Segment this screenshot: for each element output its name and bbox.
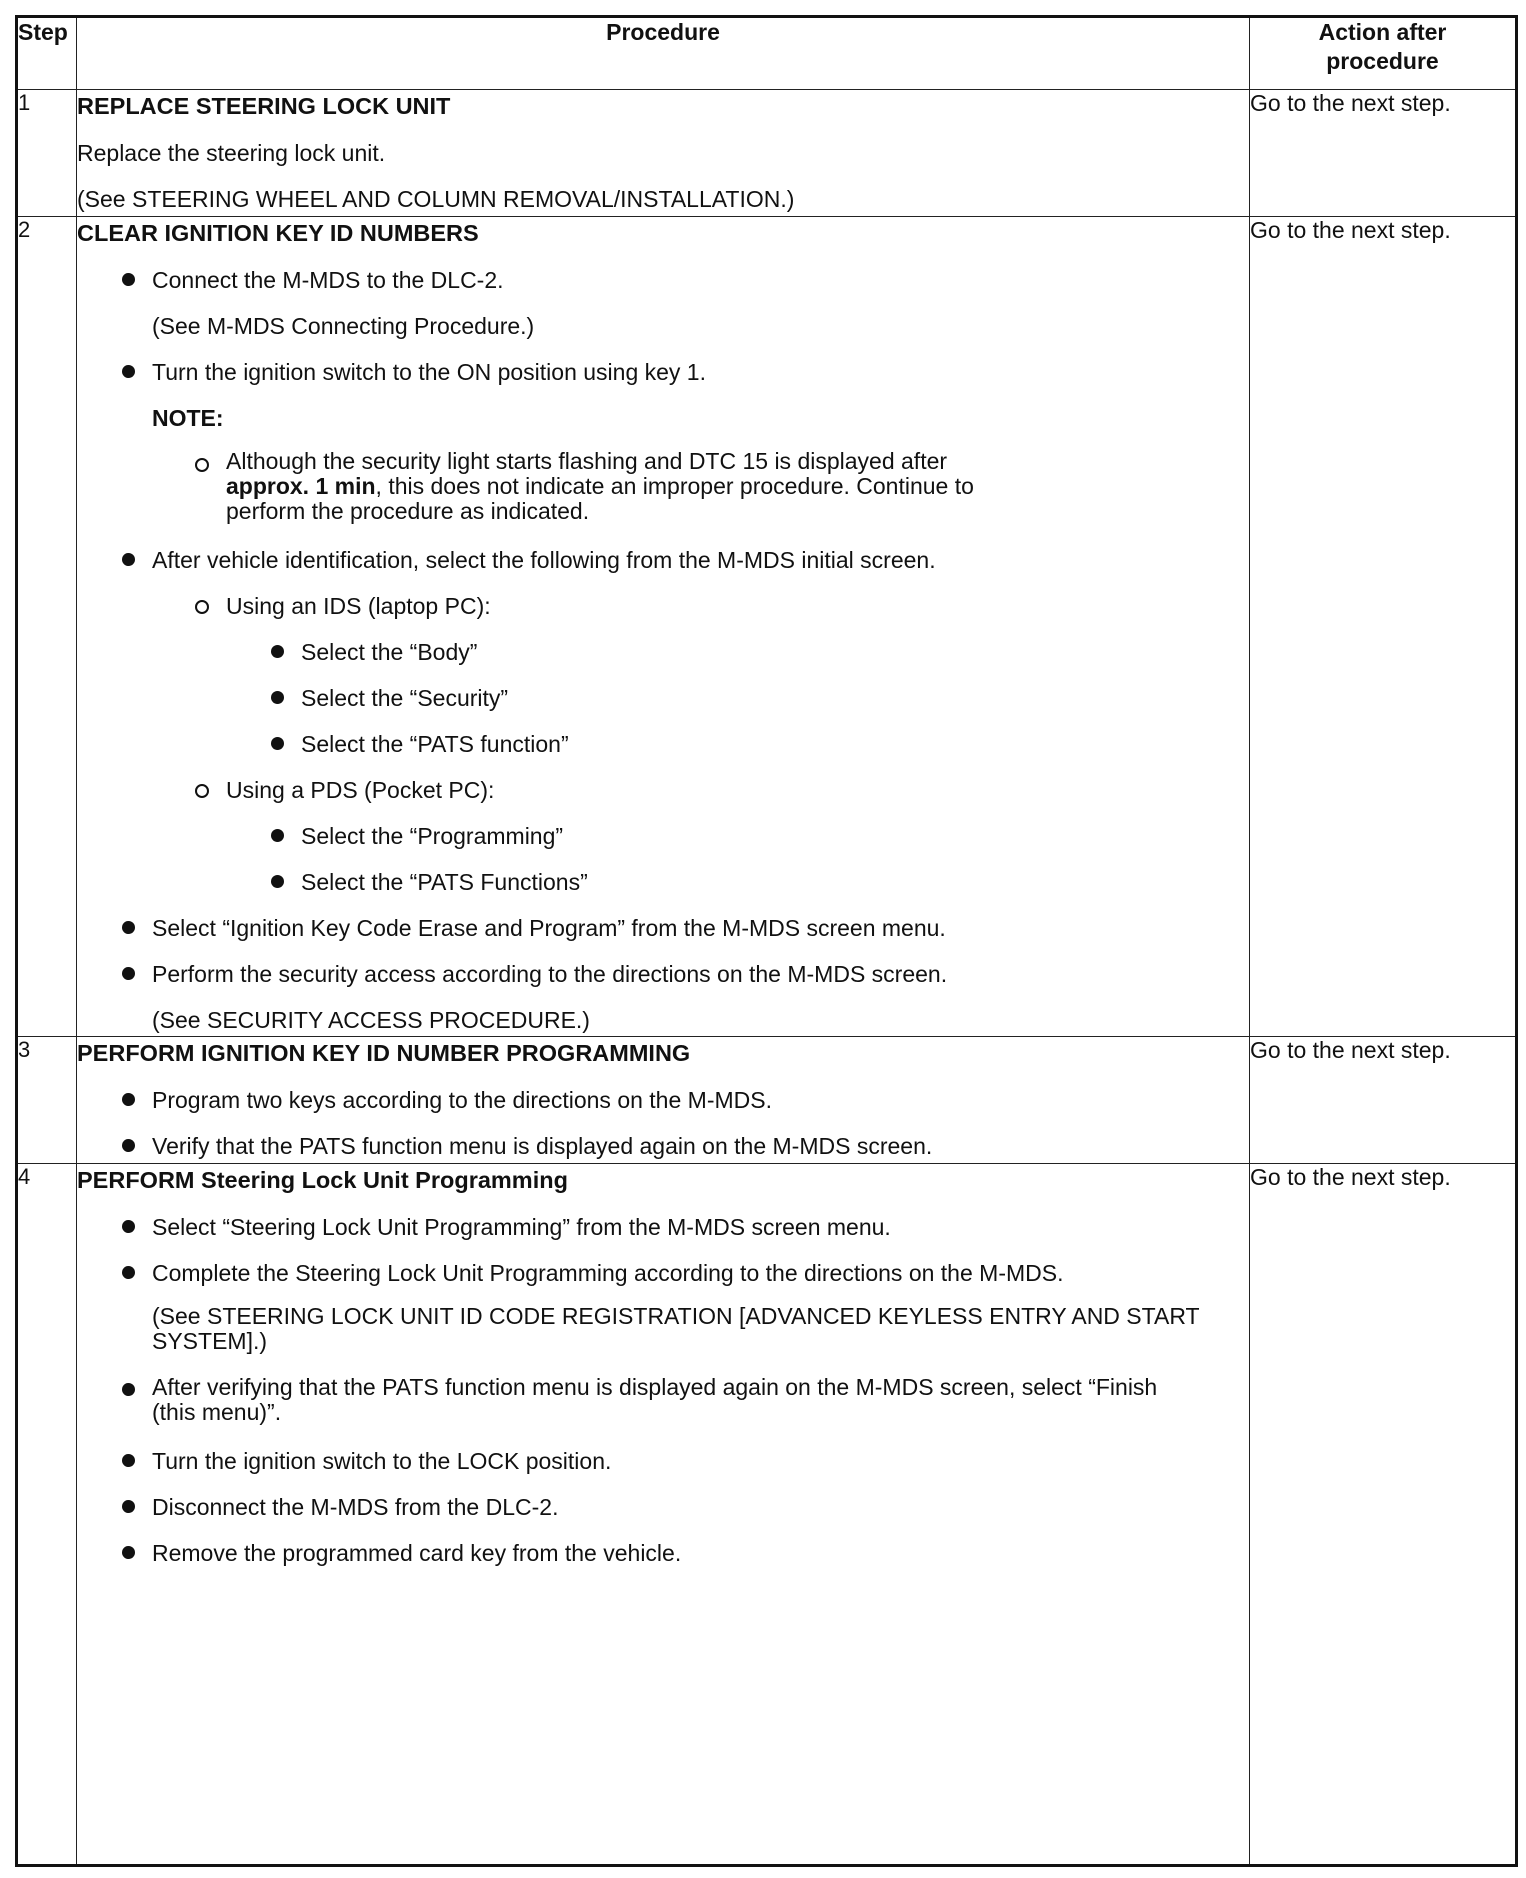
header-action	[1250, 17, 1517, 90]
list-item: Using a PDS (Pocket PC):	[226, 775, 1249, 805]
bullet-icon	[122, 365, 135, 378]
list-item: Perform the security access according to the directions on the M-MDS screen.	[152, 959, 1249, 989]
bullet-icon	[122, 273, 135, 286]
bullet-icon	[271, 645, 284, 658]
bullet-icon	[122, 1266, 135, 1279]
bullet-icon	[122, 1093, 135, 1106]
instruction-text: Replace the steering lock unit.	[77, 140, 386, 166]
list-item: Verify that the PATS function menu is displayed again on the M-MDS screen.	[152, 1131, 1249, 1161]
table-row	[17, 90, 1517, 217]
step-number: 1	[17, 90, 77, 217]
reference-text: (See M-MDS Connecting Procedure.)	[152, 313, 535, 339]
procedure-cell	[77, 1164, 1250, 1866]
action-cell: Go to the next step.	[1250, 217, 1517, 1037]
list-item: Connect the M-MDS to the DLC-2.	[152, 265, 1249, 295]
step-title: REPLACE STEERING LOCK UNIT	[77, 93, 451, 119]
procedure-table	[15, 15, 1518, 1867]
bullet-icon	[122, 1383, 135, 1396]
header-procedure: Procedure	[77, 17, 1250, 90]
list-item: After verifying that the PATS function menu is displayed again on the M-MDS screen, select “Finish (this menu)”.	[152, 1375, 1182, 1425]
procedure-cell	[77, 90, 1250, 217]
bullet-icon	[122, 1220, 135, 1233]
list-item: Turn the ignition switch to the LOCK position.	[152, 1446, 1249, 1476]
header-action-line2: procedure	[1326, 48, 1439, 74]
step-title: CLEAR IGNITION KEY ID NUMBERS	[77, 220, 479, 246]
list-item: Select the “Body”	[301, 637, 1249, 667]
list-item: Program two keys according to the directions on the M-MDS.	[152, 1085, 1249, 1115]
list-item: Using an IDS (laptop PC):	[226, 591, 1249, 621]
header-row	[17, 17, 1517, 90]
procedure-cell	[77, 217, 1250, 1037]
bullet-icon	[122, 921, 135, 934]
hollow-bullet-icon	[195, 600, 209, 614]
list-item: Select the “Security”	[301, 683, 1249, 713]
list-item: Disconnect the M-MDS from the DLC-2.	[152, 1492, 1249, 1522]
list-item: Complete the Steering Lock Unit Programming according to the directions on the M-MDS.	[152, 1258, 1249, 1288]
table-row	[17, 217, 1517, 1037]
bullet-icon	[122, 967, 135, 980]
list-item: Select the “PATS function”	[301, 729, 1249, 759]
step-number: 2	[17, 217, 77, 1037]
action-cell: Go to the next step.	[1250, 1037, 1517, 1164]
table-row	[17, 1164, 1517, 1866]
bullet-icon	[271, 737, 284, 750]
header-action-line1: Action after	[1318, 19, 1447, 45]
bullet-icon	[122, 1546, 135, 1559]
procedure-cell	[77, 1037, 1250, 1164]
list-item: Select the “Programming”	[301, 821, 1249, 851]
bullet-icon	[122, 553, 135, 566]
step-title: PERFORM IGNITION KEY ID NUMBER PROGRAMMING	[77, 1040, 691, 1066]
action-cell: Go to the next step.	[1250, 1164, 1517, 1866]
bullet-icon	[271, 829, 284, 842]
list-item: Select the “PATS Functions”	[301, 867, 1249, 897]
step-number: 3	[17, 1037, 77, 1164]
bullet-icon	[271, 875, 284, 888]
hollow-bullet-icon	[195, 458, 209, 472]
list-item: Select “Steering Lock Unit Programming” from the M-MDS screen menu.	[152, 1212, 1249, 1242]
header-step: Step	[17, 17, 77, 90]
hollow-bullet-icon	[195, 784, 209, 798]
table-row	[17, 1037, 1517, 1164]
step-number: 4	[17, 1164, 77, 1866]
note-item: Although the security light starts flashing and DTC 15 is displayed after approx. 1 min, this does not indicate an improper procedure. Continue to perform the procedure as indicated.	[226, 449, 1026, 524]
action-cell: Go to the next step.	[1250, 90, 1517, 217]
bullet-icon	[122, 1454, 135, 1467]
list-item: Select “Ignition Key Code Erase and Program” from the M-MDS screen menu.	[152, 913, 1249, 943]
list-item: Turn the ignition switch to the ON position using key 1.	[152, 357, 1249, 387]
list-item: Remove the programmed card key from the vehicle.	[152, 1538, 1249, 1568]
reference-text: (See STEERING LOCK UNIT ID CODE REGISTRATION [ADVANCED KEYLESS ENTRY AND START SYSTEM].)	[152, 1303, 1200, 1354]
reference-text: (See STEERING WHEEL AND COLUMN REMOVAL/INSTALLATION.)	[77, 186, 795, 212]
step-title: PERFORM Steering Lock Unit Programming	[77, 1167, 568, 1193]
note-label: NOTE:	[152, 405, 224, 431]
bullet-icon	[122, 1139, 135, 1152]
bullet-icon	[271, 691, 284, 704]
reference-text: (See SECURITY ACCESS PROCEDURE.)	[152, 1007, 590, 1033]
list-item: After vehicle identification, select the following from the M-MDS initial screen.	[152, 545, 1249, 575]
bullet-icon	[122, 1500, 135, 1513]
